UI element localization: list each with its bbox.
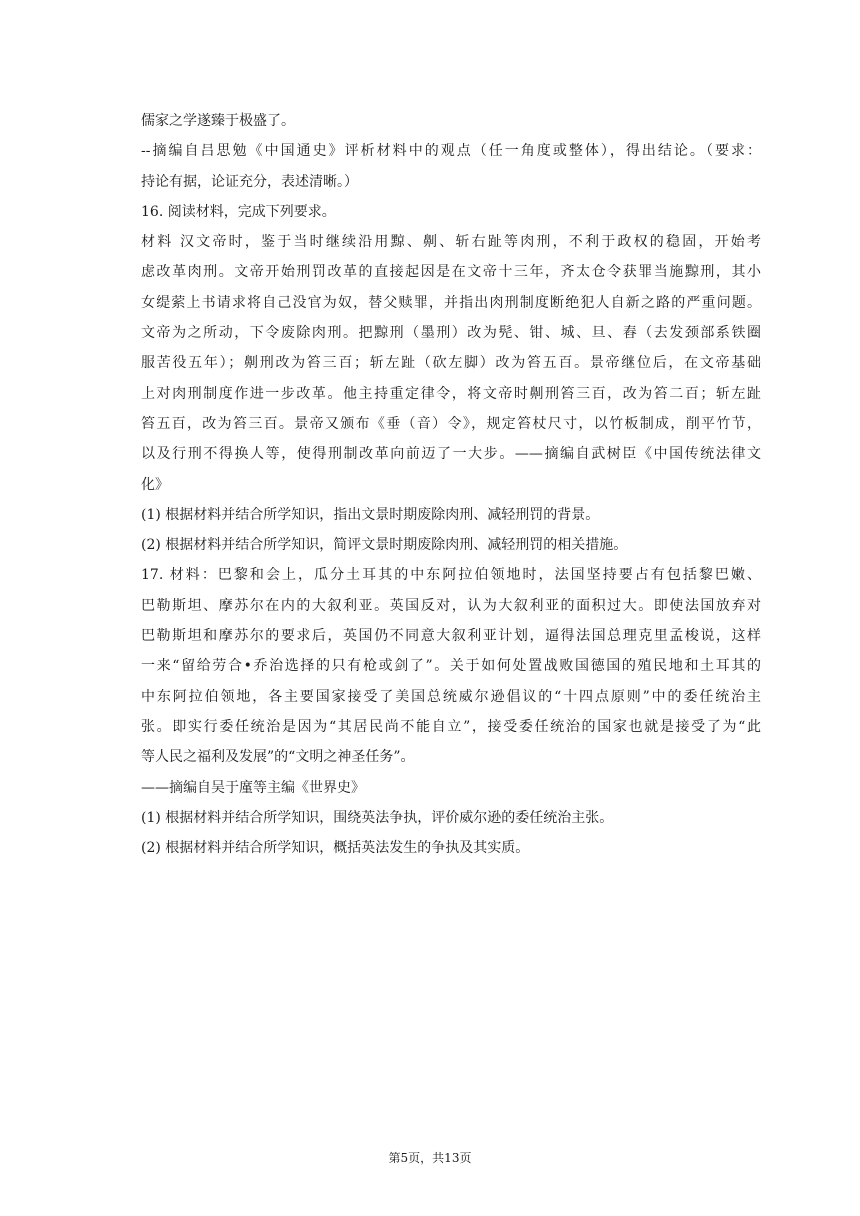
- text-line: 一来“留给劳合•乔治选择的只有枪或剑了”。关于如何处置战败国德国的殖民地和土耳其的: [141, 658, 761, 675]
- sub-question: (2) 根据材料并结合所学知识，概括英法发生的争执及其实质。: [141, 840, 530, 857]
- text-line: 以及行刑不得换人等，使得刑制改革向前迈了一大步。——摘编自武树臣《中国传统法律文: [141, 446, 761, 463]
- text-line: 张。即实行委任统治是因为“其居民尚不能自立”，接受委任统治的国家也就是接受了为“此: [141, 718, 761, 735]
- text-line: 化》: [141, 476, 169, 493]
- text-line: --摘编自吕思勉《中国通史》评析材料中的观点（任一角度或整体），得出结论。（要求：: [141, 143, 761, 160]
- page-number-footer: 第5页，共13页: [388, 1151, 472, 1165]
- text-line: 儒家之学遂臻于极盛了。: [141, 113, 295, 129]
- question-17-heading: 17. 材料：巴黎和会上，瓜分土耳其的中东阿拉伯领地时，法国坚持要占有包括黎巴嫩、: [141, 567, 761, 584]
- text-line: 巴勒斯坦、摩苏尔在内的大叙利亚。英国反对，认为大叙利亚的面积过大。即使法国放弃对: [141, 597, 761, 614]
- text-line: 材料 汉文帝时，鉴于当时继续沿用黥、劓、斩右趾等肉刑，不利于政权的稳固，开始考: [141, 234, 761, 251]
- text-line: 女缇萦上书请求将自己没官为奴，替父赎罪，并指出肉刑制度断绝犯人自新之路的严重问题。: [141, 294, 761, 311]
- text-line: 虑改革肉刑。文帝开始刑罚改革的直接起因是在文帝十三年，齐太仓令获罪当施黥刑，其小: [141, 264, 761, 281]
- text-line: 服苦役五年）；劓刑改为笞三百；斩左趾（砍左脚）改为笞五百。景帝继位后，在文帝基础: [141, 355, 761, 372]
- text-line: 中东阿拉伯领地，各主要国家接受了美国总统威尔逊倡议的“十四点原则”中的委任统治主: [141, 688, 761, 705]
- question-16-heading: 16. 阅读材料，完成下列要求。: [141, 203, 336, 220]
- text-line: 笞五百，改为笞三百。景帝又颁布《垂（音）令》，规定笞杖尺寸，以竹板制成，削平竹节，: [141, 415, 761, 432]
- sub-question: (1) 根据材料并结合所学知识，围绕英法争执，评价威尔逊的委任统治主张。: [141, 809, 614, 826]
- text-line: 持论有据，论证充分，表述清晰。）: [141, 173, 358, 190]
- source-citation: ——摘编自吴于廑等主编《世界史》: [141, 779, 365, 796]
- sub-question: (2) 根据材料并结合所学知识，简评文景时期废除肉刑、减轻刑罚的相关措施。: [141, 537, 628, 554]
- text-line: 上对肉刑制度作进一步改革。他主持重定律令，将文帝时劓刑笞三百，改为笞二百；斩左趾: [141, 385, 761, 402]
- document-body: [141, 106, 761, 863]
- text-line: 文帝为之所动，下令废除肉刑。把黥刑（墨刑）改为髡、钳、城、旦、舂（去发颈部系铁圈: [141, 325, 761, 342]
- sub-question: (1) 根据材料并结合所学知识，指出文景时期废除肉刑、减轻刑罚的背景。: [141, 506, 600, 523]
- text-line: 巴勒斯坦和摩苏尔的要求后，英国仍不同意大叙利亚计划，逼得法国总理克里孟梭说，这样: [141, 628, 761, 645]
- text-line: 等人民之福利及发展”的“文明之神圣任务”。: [141, 749, 415, 766]
